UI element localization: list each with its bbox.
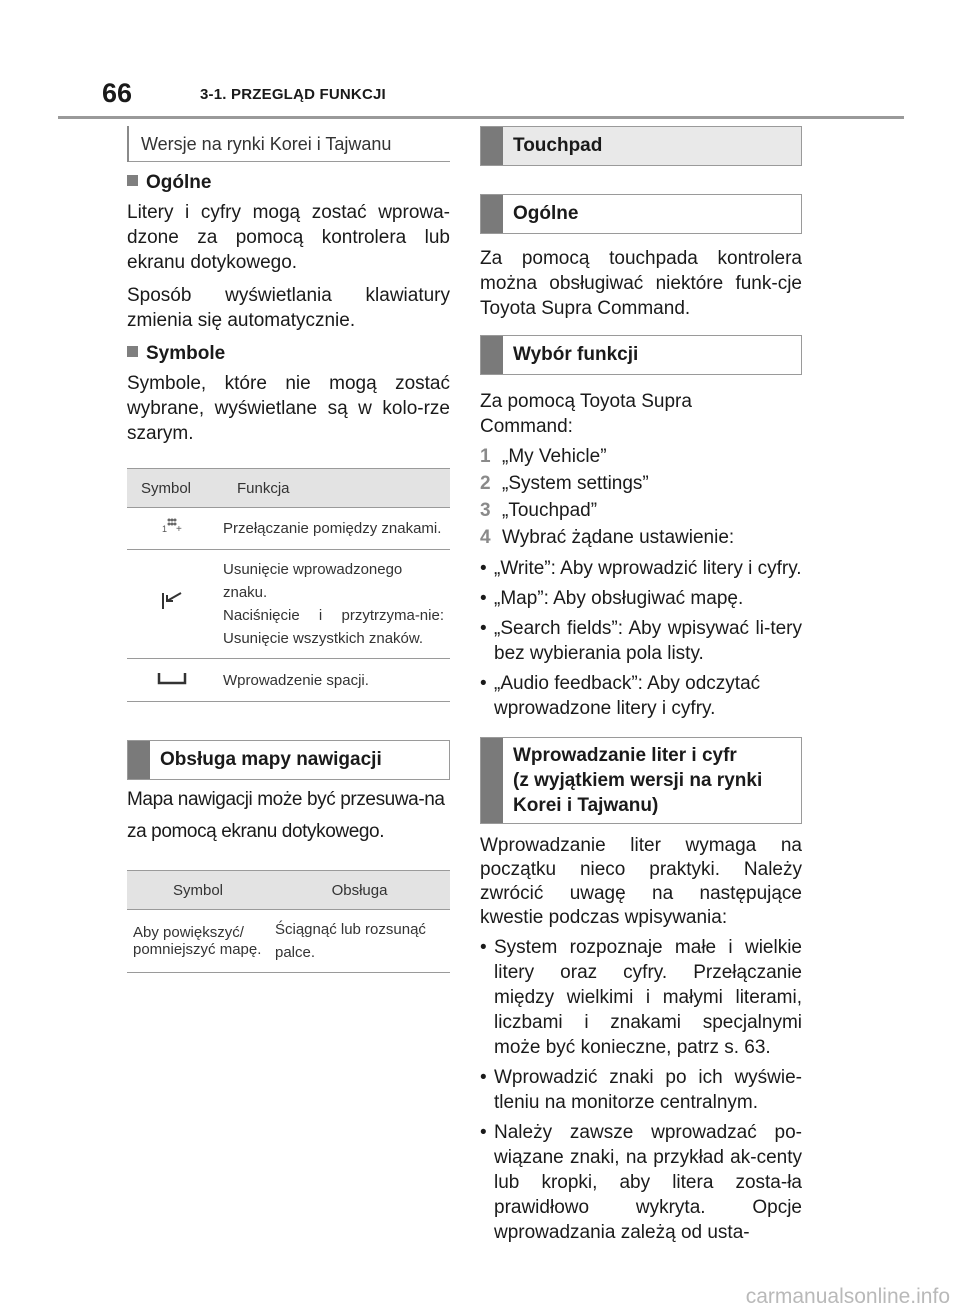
list-item bbox=[480, 1065, 802, 1115]
region-note-heading bbox=[127, 126, 450, 162]
function-cell bbox=[217, 550, 450, 659]
left-column bbox=[127, 126, 450, 973]
section-title-input bbox=[503, 738, 772, 823]
step-item bbox=[480, 443, 802, 470]
section-title-touchpad: Touchpad bbox=[513, 135, 603, 156]
column-header-function: Funkcja bbox=[217, 469, 450, 508]
section-heading-input bbox=[480, 737, 802, 824]
section-heading-touchpad bbox=[480, 126, 802, 166]
section-title-input-line2: (z wyjątkiem wersji na rynki bbox=[513, 770, 763, 791]
section-bar bbox=[481, 127, 503, 165]
table-header-row bbox=[127, 469, 450, 508]
map-table bbox=[127, 870, 450, 973]
step-text: „System settings” bbox=[502, 473, 649, 494]
section-bar bbox=[481, 738, 503, 823]
list-item bbox=[480, 586, 802, 611]
subheading-general-label: Ogólne bbox=[146, 172, 212, 193]
column-header-operation: Obsługa bbox=[269, 871, 450, 910]
section-title-general: Ogólne bbox=[513, 203, 579, 224]
subheading-symbols bbox=[127, 341, 450, 367]
symbol-cell: Aby powiększyć/ pomniejszyć mapę. bbox=[127, 910, 269, 973]
table-row bbox=[127, 659, 450, 702]
svg-text:1: 1 bbox=[162, 524, 168, 534]
section-heading-map bbox=[127, 740, 450, 780]
list-item bbox=[480, 671, 802, 721]
section-title-map: Obsługa mapy nawigacji bbox=[160, 749, 382, 770]
option-text: „Map”: Aby obsługiwać mapę. bbox=[494, 588, 744, 609]
symbol-cell bbox=[127, 550, 217, 659]
step-item bbox=[480, 470, 802, 497]
header-rule bbox=[58, 116, 904, 119]
option-text: „Search fields”: Aby wpisywać li-tery bez wybierania pola listy. bbox=[494, 618, 802, 664]
table-row bbox=[127, 910, 450, 973]
step-text: Wybrać żądane ustawienie: bbox=[502, 527, 735, 548]
subheading-general bbox=[127, 170, 450, 196]
section-heading-select bbox=[480, 335, 802, 375]
table-row bbox=[127, 508, 450, 550]
map-paragraph: Mapa nawigacji może być przesuwa-na za pomocą ekranu dotykowego. bbox=[127, 789, 445, 842]
options-list bbox=[480, 556, 802, 721]
step-item bbox=[480, 524, 802, 551]
option-text: „Audio feedback”: Aby odczytać wprowadzone litery i cyfry. bbox=[494, 673, 761, 719]
right-column bbox=[480, 126, 802, 1245]
tips-list bbox=[480, 935, 802, 1245]
step-number: 4 bbox=[480, 527, 491, 548]
tip-text: System rozpoznaje małe i wielkie litery oraz cyfry. Przełączanie między wielkimi i małymi literami, liczbami i znakami specjalnymi może być konieczne, patrz s. 63. bbox=[494, 937, 802, 1058]
section-bar bbox=[128, 741, 150, 779]
bullet-dot: • bbox=[480, 1122, 487, 1143]
symbols-table bbox=[127, 468, 450, 702]
function-cell: Przełączanie pomiędzy znakami. bbox=[217, 508, 450, 550]
chapter-title: 3-1. PRZEGLĄD FUNKCJI bbox=[200, 86, 386, 103]
section-bar bbox=[481, 336, 503, 374]
table-row bbox=[127, 550, 450, 659]
bullet-dot: • bbox=[480, 558, 487, 579]
general-paragraph-2: Sposób wyświetlania klawiatury zmienia się automatycznie. bbox=[127, 285, 450, 331]
square-bullet-icon bbox=[127, 346, 138, 357]
select-intro: Za pomocą Toyota Supra Command: bbox=[480, 391, 692, 437]
steps-list bbox=[480, 443, 802, 551]
list-item bbox=[480, 935, 802, 1060]
section-heading-general bbox=[480, 194, 802, 234]
list-item bbox=[480, 616, 802, 666]
subheading-symbols-label: Symbole bbox=[146, 343, 226, 364]
tip-text: Należy zawsze wprowadzać po-wiązane znaki, na przykład ak-centy lub kropki, aby litera zosta-ła prawidłowo wykryta. Opcje wprowadzania zależą od usta- bbox=[494, 1122, 802, 1243]
touchpad-paragraph: Za pomocą touchpada kontrolera można obsługiwać niektóre funk-cje Toyota Supra Command. bbox=[480, 248, 802, 319]
list-item bbox=[480, 556, 802, 581]
bullet-dot: • bbox=[480, 1067, 487, 1088]
space-bar-icon bbox=[157, 671, 187, 685]
step-number: 2 bbox=[480, 473, 491, 494]
operation-cell: Ściągnąć lub rozsunąć palce. bbox=[269, 910, 450, 973]
step-item bbox=[480, 497, 802, 524]
svg-text:+: + bbox=[176, 524, 182, 534]
section-title-input-line1: Wprowadzanie liter i cyfr bbox=[513, 745, 737, 766]
watermark: carmanualsonline.info bbox=[745, 1285, 950, 1308]
step-text: „Touchpad” bbox=[502, 500, 598, 521]
section-title-select: Wybór funkcji bbox=[513, 344, 639, 365]
region-note-title: Wersje na rynki Korei i Tajwanu bbox=[141, 133, 392, 154]
bullet-dot: • bbox=[480, 673, 487, 694]
function-text-hold: Naciśnięcie i przytrzyma-nie: Usunięcie wszystkich znaków. bbox=[223, 607, 444, 647]
backspace-arrow-icon bbox=[160, 590, 184, 612]
general-paragraph-1: Litery i cyfry mogą zostać wprowa-dzone za pomocą kontrolera lub ekranu dotykowego. bbox=[127, 202, 450, 273]
section-title-input-line3: Korei i Tajwanu) bbox=[513, 795, 659, 816]
tip-text: Wprowadzić znaki po ich wyświe-tleniu na monitorze centralnym. bbox=[494, 1067, 802, 1113]
step-number: 3 bbox=[480, 500, 491, 521]
function-cell: Wprowadzenie spacji. bbox=[217, 659, 450, 702]
bullet-dot: • bbox=[480, 588, 487, 609]
symbols-paragraph: Symbole, które nie mogą zostać wybrane, wyświetlane są w kolo-rze szarym. bbox=[127, 373, 450, 444]
list-item bbox=[480, 1120, 802, 1245]
page-number: 66 bbox=[102, 78, 133, 108]
column-header-symbol: Symbol bbox=[127, 871, 269, 910]
table-header-row bbox=[127, 871, 450, 910]
section-bar bbox=[481, 195, 503, 233]
symbol-cell bbox=[127, 508, 217, 550]
character-switch-icon bbox=[161, 516, 183, 534]
column-header-symbol: Symbol bbox=[127, 469, 217, 508]
bullet-dot: • bbox=[480, 937, 487, 958]
step-text: „My Vehicle” bbox=[502, 446, 607, 467]
option-text: „Write”: Aby wprowadzić litery i cyfry. bbox=[494, 558, 802, 579]
symbol-cell bbox=[127, 659, 217, 702]
input-paragraph: Wprowadzanie liter wymaga na początku nieco praktyki. Należy zwrócić uwagę na następujące kwestie podczas wpisywania: bbox=[480, 835, 802, 928]
bullet-dot: • bbox=[480, 618, 487, 639]
step-number: 1 bbox=[480, 446, 491, 467]
function-text: Usunięcie wprowadzonego znaku. bbox=[223, 561, 403, 601]
square-bullet-icon bbox=[127, 175, 138, 186]
